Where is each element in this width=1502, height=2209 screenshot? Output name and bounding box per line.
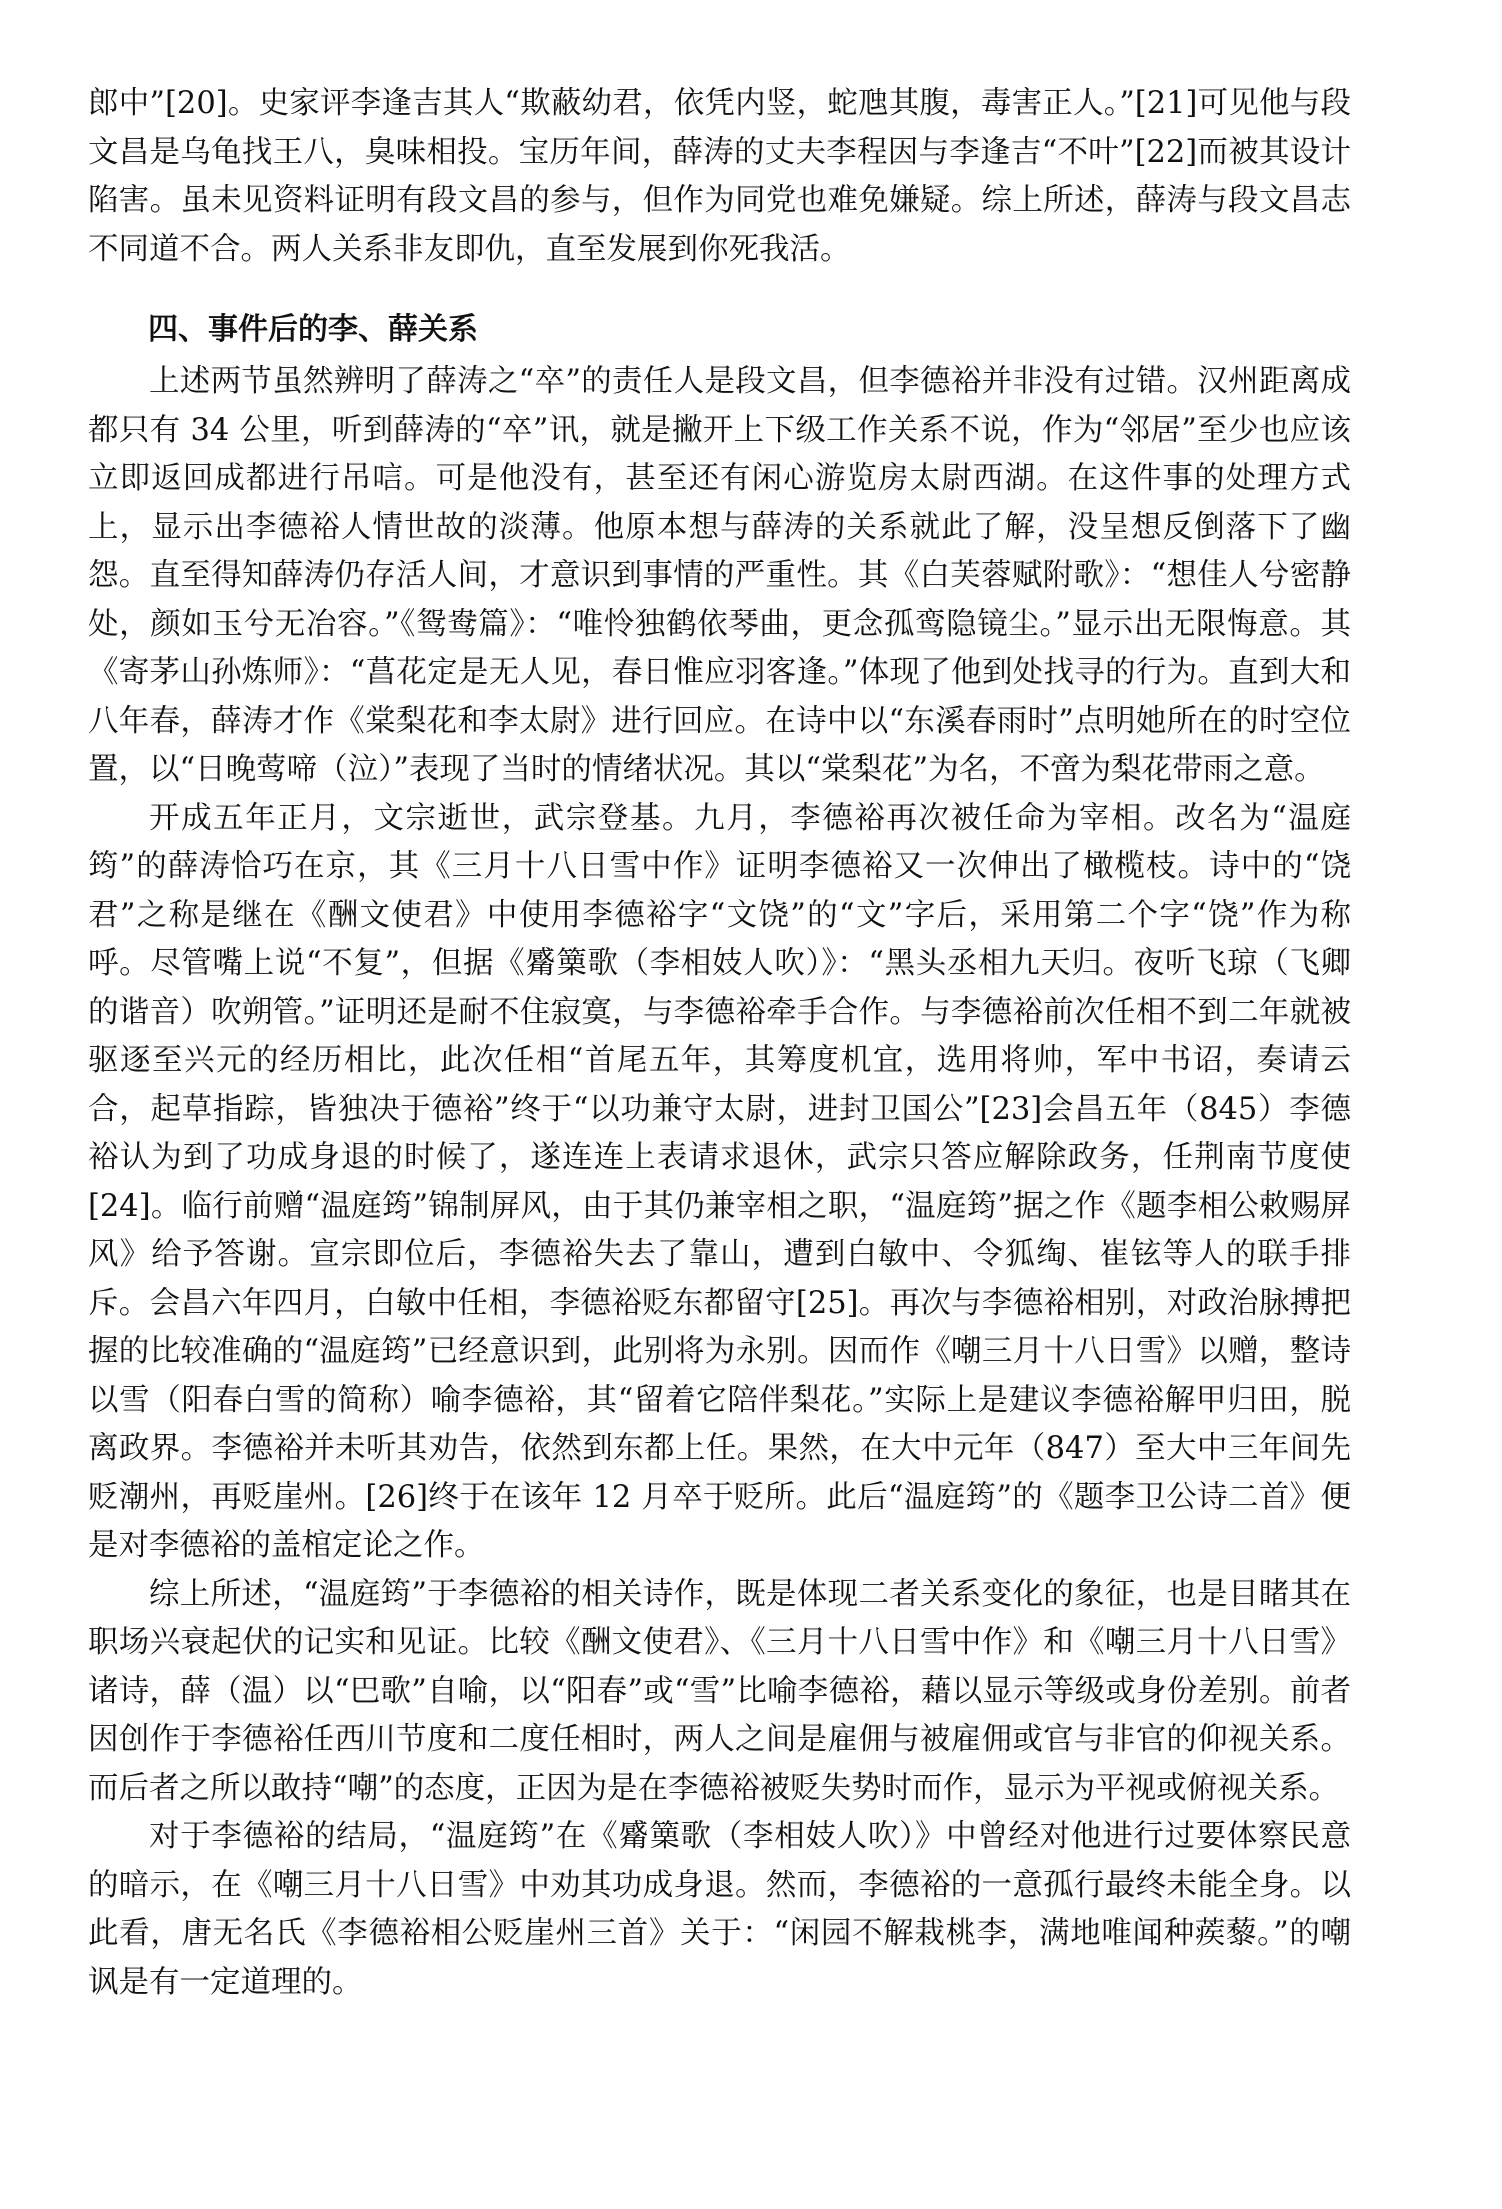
paragraph-4: 对于李德裕的结局，“温庭筠”在《觱篥歌（李相妓人吹）》中曾经对他进行过要体察民意的暗示，在《嘲三月十八日雪》中劝其功成身退。然而，李德裕的一意孤行最终未能全身。以此看，唐无名氏《李德裕相公贬崖州三首》关于：“闲园不解栽桃李，满地唯闻种蒺藜。”的嘲讽是有一定道理的。 <box>88 1819 1351 2000</box>
section-heading: 四、事件后的李、薛关系 <box>148 312 478 347</box>
paragraph-1: 上述两节虽然辨明了薛涛之“卒”的责任人是段文昌，但李德裕并非没有过错。汉州距离成都只有 34 公里，听到薛涛的“卒”讯，就是撇开上下级工作关系不说，作为“邻居”至少也应该立即返回成都进行吊唁。可是他没有，甚至还有闲心游览房太尉西湖。在这件事的处理方式上，显示出李德裕人情世故的淡薄。他原本想与薛涛的关系就此了解，没呈想反倒落下了幽怨。直至得知薛涛仍存活人间，才意识到事情的严重性。其《白芙蓉赋附歌》：“想佳人兮密静处，颜如玉兮无冶容。”《鸳鸯篇》：“唯怜独鹤依琴曲，更念孤鸾隐镜尘。”显示出无限悔意。其《寄茅山孙炼师》：“菖花定是无人见，春日惟应羽客逢。”体现了他到处找寻的行为。直到大和八年春，薛涛才作《棠梨花和李太尉》进行回应。在诗中以“东溪春雨时”点明她所在的时空位置，以“日晚莺啼（泣）”表现了当时的情绪状况。其以“棠梨花”为名，不啻为梨花带雨之意。 <box>88 364 1351 787</box>
paragraph-2: 开成五年正月，文宗逝世，武宗登基。九月，李德裕再次被任命为宰相。改名为“温庭筠”的薛涛恰巧在京，其《三月十八日雪中作》证明李德裕又一次伸出了橄榄枝。诗中的“饶君”之称是继在《酬文使君》中使用李德裕字“文饶”的“文”字后，采用第二个字“饶”作为称呼。尽管嘴上说“不复”，但据《觱篥歌（李相妓人吹）》：“黑头丞相九天归。夜听飞琼（飞卿的谐音）吹朔管。”证明还是耐不住寂寞，与李德裕牵手合作。与李德裕前次任相不到二年就被驱逐至兴元的经历相比，此次任相“首尾五年，其筹度机宜，选用将帅，军中书诏，奏请云合，起草指踪，皆独决于德裕”终于“以功兼守太尉，进封卫国公”[23]会昌五年（845）李德裕认为到了功成身退的时候了，遂连连上表请求退休，武宗只答应解除政务，任荆南节度使[24]。临行前赠“温庭筠”锦制屏风，由于其仍兼宰相之职，“温庭筠”据之作《题李相公敕赐屏风》给予答谢。宣宗即位后，李德裕失去了靠山，遭到白敏中、令狐绹、崔铉等人的联手排斥。会昌六年四月，白敏中任相，李德裕贬东都留守[25]。再次与李德裕相别，对政治脉搏把握的比较准确的“温庭筠”已经意识到，此别将为永别。因而作《嘲三月十八日雪》以赠，整诗以雪（阳春白雪的简称）喻李德裕，其“留着它陪伴梨花。”实际上是建议李德裕解甲归田，脱离政界。李德裕并未听其劝告，依然到东都上任。果然，在大中元年（847）至大中三年间先贬潮州，再贬崖州。[26]终于在该年 12 月卒于贬所。此后“温庭筠”的《题李卫公诗二首》便是对李德裕的盖棺定论之作。 <box>88 800 1351 1563</box>
paragraph-continued: 郎中”[20]。史家评李逢吉其人“欺蔽幼君，依凭内竖，蛇虺其腹，毒害正人。”[21]可见他与段文昌是乌龟找王八，臭味相投。宝历年间，薛涛的丈夫李程因与李逢吉“不叶”[22]而被其设计陷害。虽未见资料证明有段文昌的参与，但作为同党也难免嫌疑。综上所述，薛涛与段文昌志不同道不合。两人关系非友即仇，直至发展到你死我活。 <box>88 86 1351 267</box>
paragraph-3: 综上所述，“温庭筠”于李德裕的相关诗作，既是体现二者关系变化的象征，也是目睹其在职场兴衰起伏的记实和见证。比较《酬文使君》、《三月十八日雪中作》和《嘲三月十八日雪》诸诗，薛（温）以“巴歌”自喻，以“阳春”或“雪”比喻李德裕，藉以显示等级或身份差别。前者因创作于李德裕任西川节度和二度任相时，两人之间是雇佣与被雇佣或官与非官的仰视关系。而后者之所以敢持“嘲”的态度，正因为是在李德裕被贬失势时而作，显示为平视或俯视关系。 <box>88 1576 1351 1806</box>
